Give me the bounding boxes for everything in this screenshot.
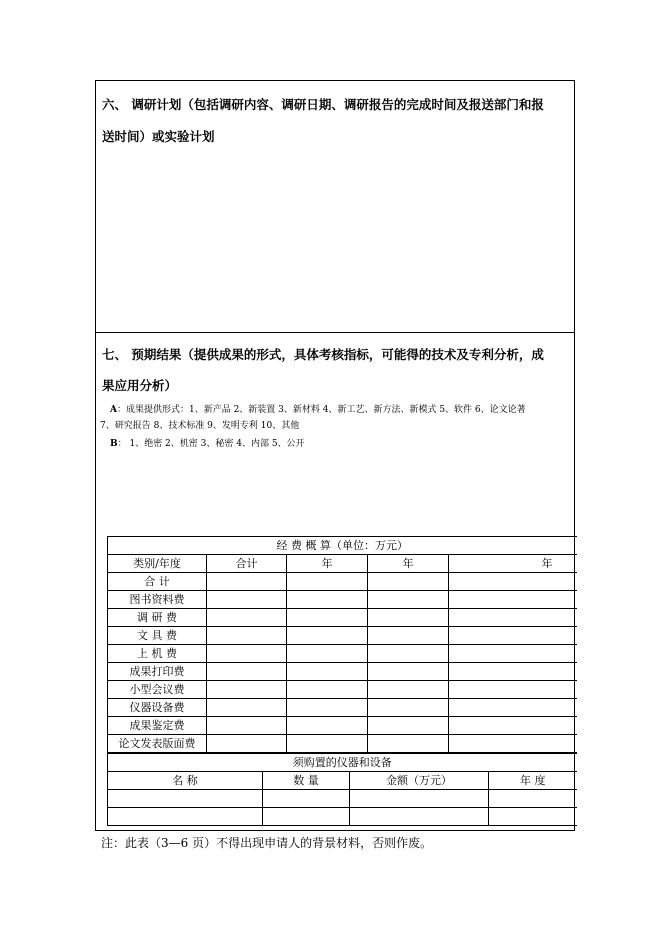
form-frame — [95, 80, 575, 831]
cell-input[interactable] — [368, 699, 449, 717]
header-quantity: 数 量 — [263, 772, 350, 790]
cell-input[interactable] — [207, 573, 287, 591]
row-label: 调 研 费 — [108, 609, 207, 627]
table-row — [108, 735, 577, 753]
cell-input[interactable] — [449, 609, 577, 627]
cell-input[interactable] — [368, 573, 449, 591]
note-b-text: ： 1、绝密 2、机密 3、秘密 4、内部 5、公开 — [117, 439, 305, 449]
cell-input[interactable] — [449, 591, 577, 609]
cell-input[interactable] — [108, 808, 263, 826]
header-amount: 金额（万元） — [350, 772, 489, 790]
cell-input[interactable] — [449, 717, 577, 735]
row-label: 成果鉴定费 — [108, 717, 207, 735]
cell-input[interactable] — [207, 627, 287, 645]
cell-input[interactable] — [368, 591, 449, 609]
note-a-text: ：成果提供形式：1、新产品 2、新装置 3、新材料 4、新工艺、新方法、新模式 5、软件 6、论文论著 — [116, 405, 526, 415]
table-row — [108, 681, 577, 699]
budget-header-row — [108, 555, 577, 573]
note-a-line1 — [110, 402, 526, 415]
row-label: 合 计 — [108, 573, 207, 591]
cell-input[interactable] — [350, 808, 489, 826]
row-label: 论文发表版面费 — [108, 735, 207, 753]
table-row — [108, 627, 577, 645]
cell-input[interactable] — [207, 591, 287, 609]
cell-input[interactable] — [207, 699, 287, 717]
row-label: 文 具 费 — [108, 627, 207, 645]
budget-title-row — [108, 537, 577, 555]
cell-input[interactable] — [368, 663, 449, 681]
cell-input[interactable] — [449, 681, 577, 699]
cell-input[interactable] — [368, 609, 449, 627]
header-name: 名 称 — [108, 772, 263, 790]
cell-input[interactable] — [368, 627, 449, 645]
row-label: 图书资料费 — [108, 591, 207, 609]
cell-input[interactable] — [368, 717, 449, 735]
footnote: 注：此表（3—6 页）不得出现申请人的背景材料，否则作废。 — [101, 836, 433, 850]
header-total: 合计 — [207, 555, 287, 573]
cell-input[interactable] — [207, 645, 287, 663]
cell-input[interactable] — [350, 790, 489, 808]
cell-input[interactable] — [108, 790, 263, 808]
cell-input[interactable] — [207, 663, 287, 681]
row-label: 仪器设备费 — [108, 699, 207, 717]
table-row — [108, 790, 577, 808]
equipment-title: 须购置的仪器和设备 — [108, 754, 577, 772]
table-row — [108, 645, 577, 663]
equipment-title-row — [108, 754, 577, 772]
table-row — [108, 573, 577, 591]
section6-heading-line2: 送时间）或实验计划 — [102, 129, 215, 144]
cell-input[interactable] — [449, 573, 577, 591]
table-row — [108, 591, 577, 609]
cell-input[interactable] — [263, 790, 350, 808]
cell-input[interactable] — [207, 681, 287, 699]
budget-title: 经 费 概 算（单位：万元） — [108, 537, 577, 555]
section7-heading-line1: 七、 预期结果（提供成果的形式，具体考核指标，可能得的技术及专利分析，成 — [102, 347, 544, 362]
section-expected-results — [96, 333, 574, 832]
cell-input[interactable] — [287, 681, 368, 699]
table-row — [108, 808, 577, 826]
table-row — [108, 609, 577, 627]
cell-input[interactable] — [449, 735, 577, 753]
cell-input[interactable] — [489, 808, 577, 826]
table-row — [108, 717, 577, 735]
equipment-header-row — [108, 772, 577, 790]
cell-input[interactable] — [368, 645, 449, 663]
cell-input[interactable] — [368, 735, 449, 753]
note-a-label: A — [110, 405, 117, 415]
cell-input[interactable] — [449, 699, 577, 717]
cell-input[interactable] — [449, 645, 577, 663]
header-year: 年 度 — [489, 772, 577, 790]
cell-input[interactable] — [287, 717, 368, 735]
row-label: 小型会议费 — [108, 681, 207, 699]
equipment-table — [107, 753, 577, 826]
cell-input[interactable] — [287, 645, 368, 663]
cell-input[interactable] — [287, 609, 368, 627]
note-b-label: B — [110, 439, 118, 449]
cell-input[interactable] — [207, 609, 287, 627]
cell-input[interactable] — [287, 627, 368, 645]
cell-input[interactable] — [449, 663, 577, 681]
row-label: 成果打印费 — [108, 663, 207, 681]
section7-heading-line2: 果应用分析） — [102, 378, 178, 393]
header-year-2: 年 — [368, 555, 449, 573]
cell-input[interactable] — [368, 681, 449, 699]
table-row — [108, 699, 577, 717]
cell-input[interactable] — [489, 790, 577, 808]
section-research-plan — [96, 81, 574, 333]
header-category: 类别/年度 — [108, 555, 207, 573]
header-year-1: 年 — [287, 555, 368, 573]
note-a-line2: 7、研究报告 8、技术标准 9、发明专利 10、其他 — [100, 421, 300, 431]
note-b-line — [110, 436, 305, 449]
cell-input[interactable] — [287, 735, 368, 753]
cell-input[interactable] — [287, 573, 368, 591]
cell-input[interactable] — [207, 735, 287, 753]
row-label: 上 机 费 — [108, 645, 207, 663]
table-row — [108, 663, 577, 681]
cell-input[interactable] — [449, 627, 577, 645]
cell-input[interactable] — [287, 699, 368, 717]
header-year-3: 年 — [449, 555, 577, 573]
cell-input[interactable] — [263, 808, 350, 826]
cell-input[interactable] — [287, 663, 368, 681]
section6-heading-line1: 六、 调研计划（包括调研内容、调研日期、调研报告的完成时间及报送部门和报 — [102, 97, 544, 112]
cell-input[interactable] — [207, 717, 287, 735]
cell-input[interactable] — [287, 591, 368, 609]
budget-table — [107, 536, 577, 753]
